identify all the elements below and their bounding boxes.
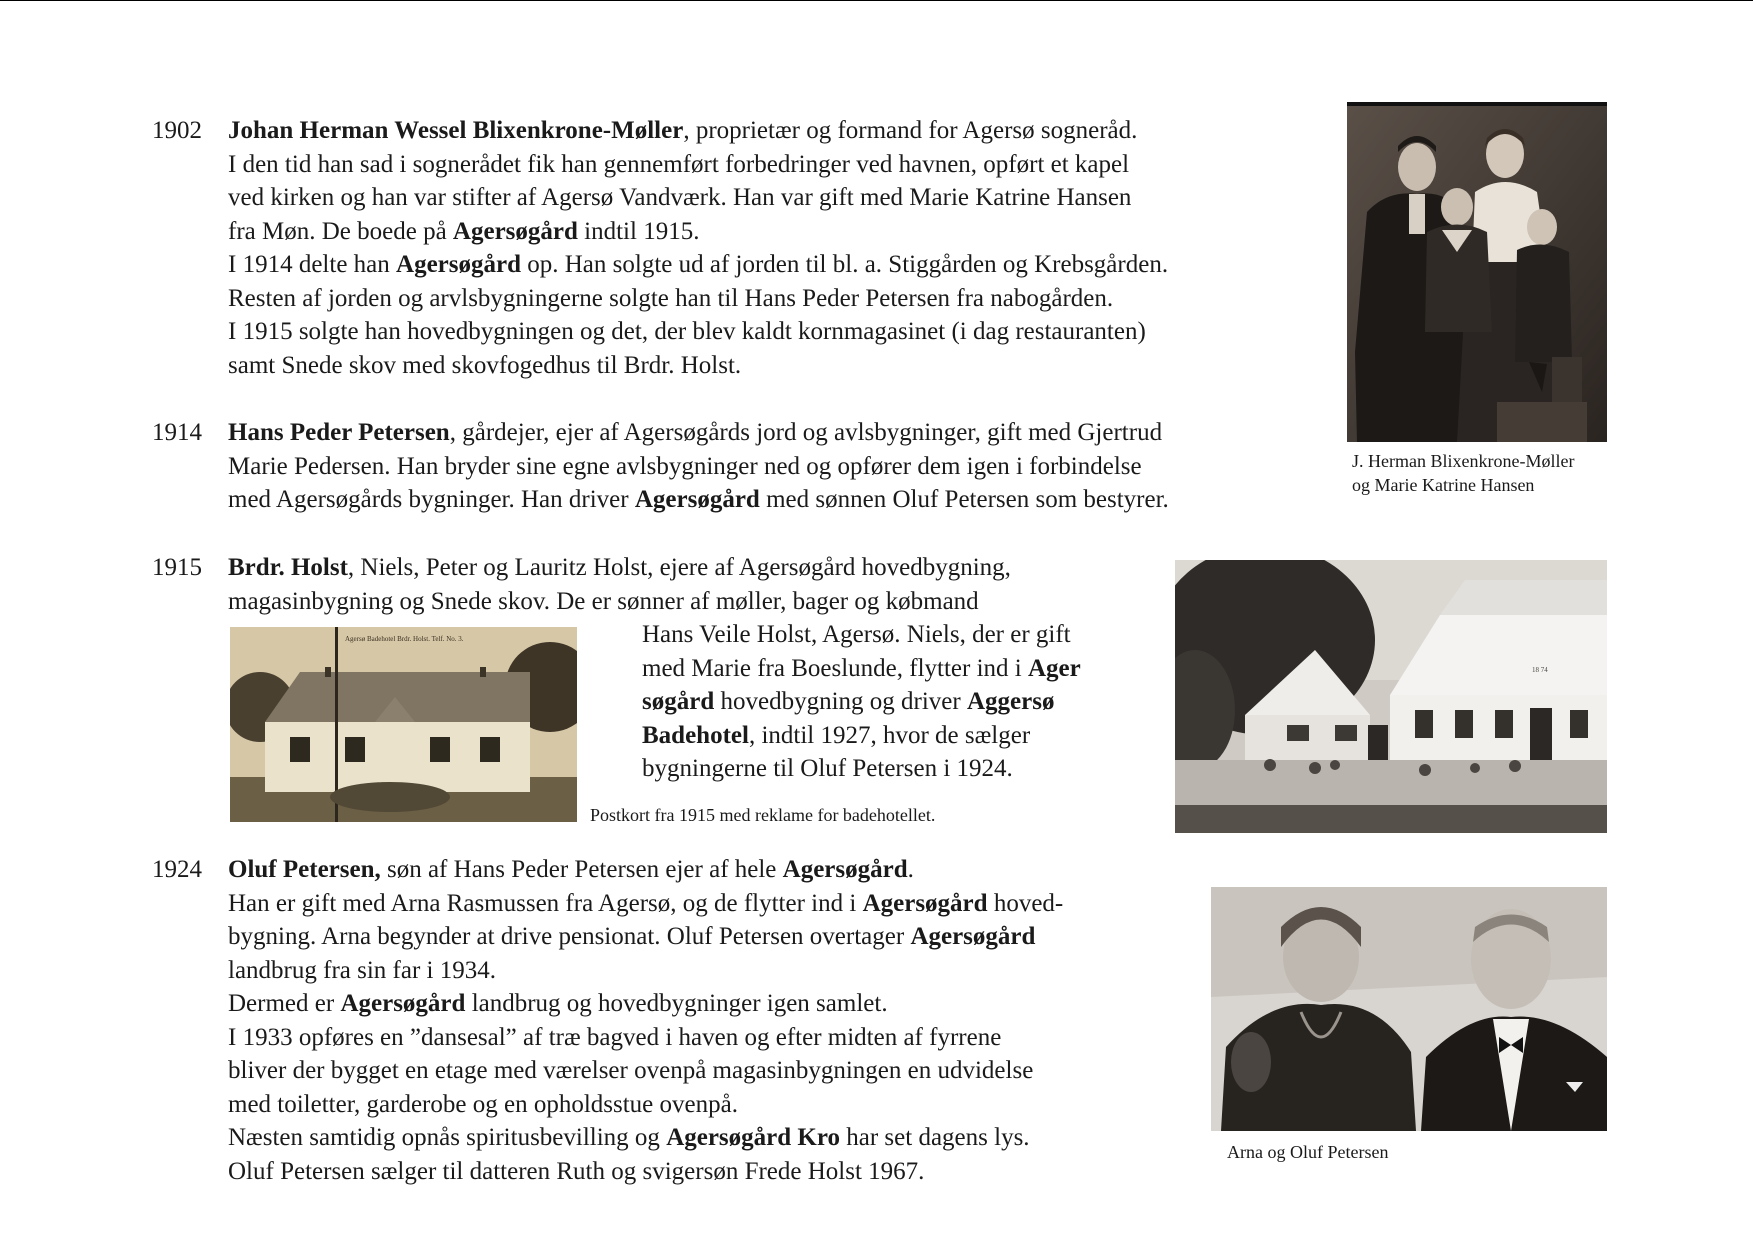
text-segment: med Agersøgårds bygninger. Han driver — [228, 486, 635, 513]
text-segment: med Marie fra Boeslunde, flytter ind i — [642, 655, 1028, 682]
text-segment: har set dagens lys. — [840, 1124, 1030, 1151]
text-line — [228, 1021, 1001, 1054]
text-line — [642, 652, 1081, 685]
badehotel-photo — [1175, 560, 1607, 833]
text-line — [642, 752, 1013, 785]
text-segment: Oluf Petersen sælger til datteren Ruth og svigersøn Frede Holst 1967. — [228, 1158, 925, 1185]
bold-segment: Agersøgård — [910, 923, 1036, 950]
text-segment: magasinbygning og Snede skov. De er sønner af møller, bager og købmand — [228, 588, 979, 615]
text-line — [642, 685, 1054, 718]
text-line — [228, 483, 1169, 516]
text-segment: , gårdejer, ejer af Agersøgårds jord og avlsbygninger, gift med Gjertrud — [449, 419, 1163, 446]
text-line — [228, 282, 1113, 315]
text-line — [228, 315, 1146, 348]
text-segment: I 1933 opføres en ”dansesal” af træ bagved i haven og efter midten af fyrrene — [228, 1024, 1002, 1051]
postcard-caption: Postkort fra 1915 med reklame for badehotellet. — [590, 805, 936, 825]
text-line — [228, 887, 1063, 920]
bold-segment: Johan Herman Wessel Blixenkrone-Møller — [228, 117, 684, 144]
bold-segment: Agersøgård — [634, 486, 760, 513]
bold-segment: Hans Peder Petersen — [228, 419, 450, 446]
text-segment: samt Snede skov med skovfogedhus til Brdr. Holst. — [228, 352, 742, 379]
text-segment: bygning. Arna begynder at drive pensionat. Oluf Petersen overtager — [228, 923, 911, 950]
text-segment: op. Han solgte ud af jorden til bl. a. Stiggården og Krebsgården. — [521, 251, 1169, 278]
bold-segment: Brdr. Holst — [228, 554, 348, 581]
family-photo-caption-line1: J. Herman Blixenkrone-Møller — [1352, 451, 1575, 471]
text-segment: Dermed er — [228, 990, 341, 1017]
text-line — [228, 215, 699, 248]
bold-segment: Agersøgård — [452, 218, 578, 245]
text-line — [228, 1088, 738, 1121]
text-line — [228, 551, 1011, 584]
text-segment: fra Møn. De boede på — [228, 218, 453, 245]
text-segment: hoved- — [987, 890, 1064, 917]
text-line — [228, 1121, 1030, 1154]
text-line — [228, 853, 914, 886]
text-line — [642, 618, 1071, 651]
text-line — [228, 181, 1131, 214]
year-1924: 1924 — [152, 856, 202, 883]
text-segment: . — [907, 856, 914, 883]
text-line — [228, 1155, 924, 1188]
bold-segment: Badehotel — [642, 722, 749, 749]
postcard-photo — [230, 627, 577, 822]
bold-segment: Agersøgård — [396, 251, 521, 278]
text-line — [228, 349, 741, 382]
bold-segment: Agersøgård — [862, 890, 988, 917]
year-1902: 1902 — [152, 117, 202, 144]
text-segment: Marie Pedersen. Han bryder sine egne avlsbygninger ned og opfører dem igen i forbindelse — [228, 453, 1142, 480]
text-line — [228, 1054, 1033, 1087]
text-segment: landbrug og hovedbygninger igen samlet. — [465, 990, 888, 1017]
couple-photo — [1211, 887, 1607, 1131]
text-line — [228, 585, 979, 618]
building-sign: 18 74 — [1532, 666, 1548, 674]
text-segment: Næsten samtidig opnås spiritusbevilling og — [228, 1124, 667, 1151]
bold-segment: Oluf Petersen, — [228, 856, 381, 883]
text-segment: med sønnen Oluf Petersen som bestyrer. — [759, 486, 1169, 513]
couple-photo-caption: Arna og Oluf Petersen — [1227, 1142, 1389, 1162]
bold-segment: Agersøgård — [782, 856, 908, 883]
text-segment: I den tid han sad i sognerådet fik han gennemført forbedringer ved havnen, opført et kapel — [228, 151, 1130, 178]
text-line — [642, 719, 1030, 752]
text-segment: Resten af jorden og arvlsbygningerne solgte han til Hans Peder Petersen fra nabogården. — [228, 285, 1114, 312]
text-segment: bygningerne til Oluf Petersen i 1924. — [642, 755, 1013, 782]
bold-segment: Ager — [1028, 655, 1081, 682]
text-segment: bliver der bygget en etage med værelser ovenpå magasinbygningen en udvidelse — [228, 1057, 1034, 1084]
text-segment: med toiletter, garderobe og en opholdsstue ovenpå. — [228, 1091, 738, 1118]
text-line — [228, 248, 1168, 281]
family-portrait-photo — [1347, 102, 1607, 442]
text-line — [228, 987, 888, 1020]
text-line — [228, 954, 496, 987]
top-rule — [0, 0, 1753, 1]
bold-segment: Agersøgård — [340, 990, 466, 1017]
family-photo-caption-line2: og Marie Katrine Hansen — [1352, 475, 1535, 495]
year-1914: 1914 — [152, 419, 202, 446]
text-line — [228, 450, 1142, 483]
text-line — [228, 114, 1137, 147]
text-segment: ved kirken og han var stifter af Agersø Vandværk. Han var gift med Marie Katrine Hansen — [228, 184, 1132, 211]
year-1915: 1915 — [152, 554, 202, 581]
text-line — [228, 920, 1035, 953]
text-segment: søn af Hans Peder Petersen ejer af hele — [380, 856, 783, 883]
text-line — [228, 148, 1129, 181]
text-line — [228, 416, 1162, 449]
bold-segment: søgård — [642, 688, 715, 715]
bold-segment: Aggersø — [966, 688, 1055, 715]
text-segment: Han er gift med Arna Rasmussen fra Agersø, og de flytter ind i — [228, 890, 863, 917]
text-segment: Hans Veile Holst, Agersø. Niels, der er gift — [642, 621, 1071, 648]
text-segment: , indtil 1927, hvor de sælger — [748, 722, 1031, 749]
text-segment: , Niels, Peter og Lauritz Holst, ejere af Agersøgård hovedbygning, — [347, 554, 1011, 581]
text-segment: I 1915 solgte han hovedbygningen og det, der blev kaldt kornmagasinet (i dag restauranten) — [228, 318, 1146, 345]
text-segment: , proprietær og formand for Agersø sogneråd. — [683, 117, 1138, 144]
bold-segment: Agersøgård Kro — [666, 1124, 841, 1151]
text-segment: I 1914 delte han — [228, 251, 397, 278]
postcard-print: Agersø Badehotel Brdr. Holst. Telf. No. 3. — [345, 635, 464, 643]
text-segment: indtil 1915. — [577, 218, 700, 245]
text-segment: landbrug fra sin far i 1934. — [228, 957, 496, 984]
text-segment: hovedbygning og driver — [714, 688, 967, 715]
